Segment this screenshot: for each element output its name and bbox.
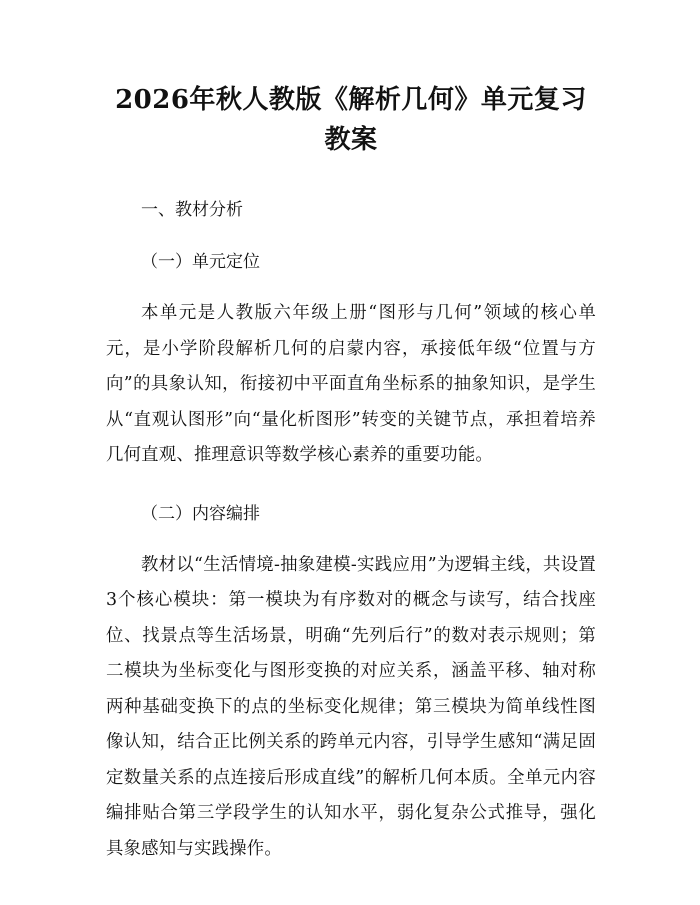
section-heading-materials-analysis: 一、教材分析 bbox=[141, 200, 243, 220]
subsection-heading-content-arrangement: （二）内容编排 bbox=[141, 503, 260, 524]
subsection-heading-unit-positioning: （一）单元定位 bbox=[141, 252, 260, 272]
document-title: 2026年秋人教版《解析几何》单元复习教案 bbox=[115, 85, 587, 155]
paragraph-content-arrangement: 教材以“生活情境-抽象建模-实践应用”为逻辑主线，共设置3个核心模块：第一模块为有序数对的概念与读写，结合找座位、找景点等生活场景，明确“先列后行”的数对表示规则；第二模块为坐标变化与图形变换的对应关系，涵盖平移、轴对称两种基础变换下的点的坐标变化规律；第三模块为简单线性图像认知，结合正比例关系的跨单元内容，引导学生感知“满足固定数量关系的点连接后形成直线”的解析几何本质。全单元内容编排贴合第三学段学生的认知水平，弱化复杂公式推导，强化具象感知与实践操作。 bbox=[106, 554, 596, 859]
paragraph-unit-positioning: 本单元是人教版六年级上册“图形与几何”领域的核心单元，是小学阶段解析几何的启蒙内容，承接低年级“位置与方向”的具象认知，衔接初中平面直角坐标系的抽象知识，是学生从“直观认图形”向“量化析图形”转变的关键节点，承担着培养几何直观、推理意识等数学核心素养的重要功能。 bbox=[106, 303, 596, 465]
